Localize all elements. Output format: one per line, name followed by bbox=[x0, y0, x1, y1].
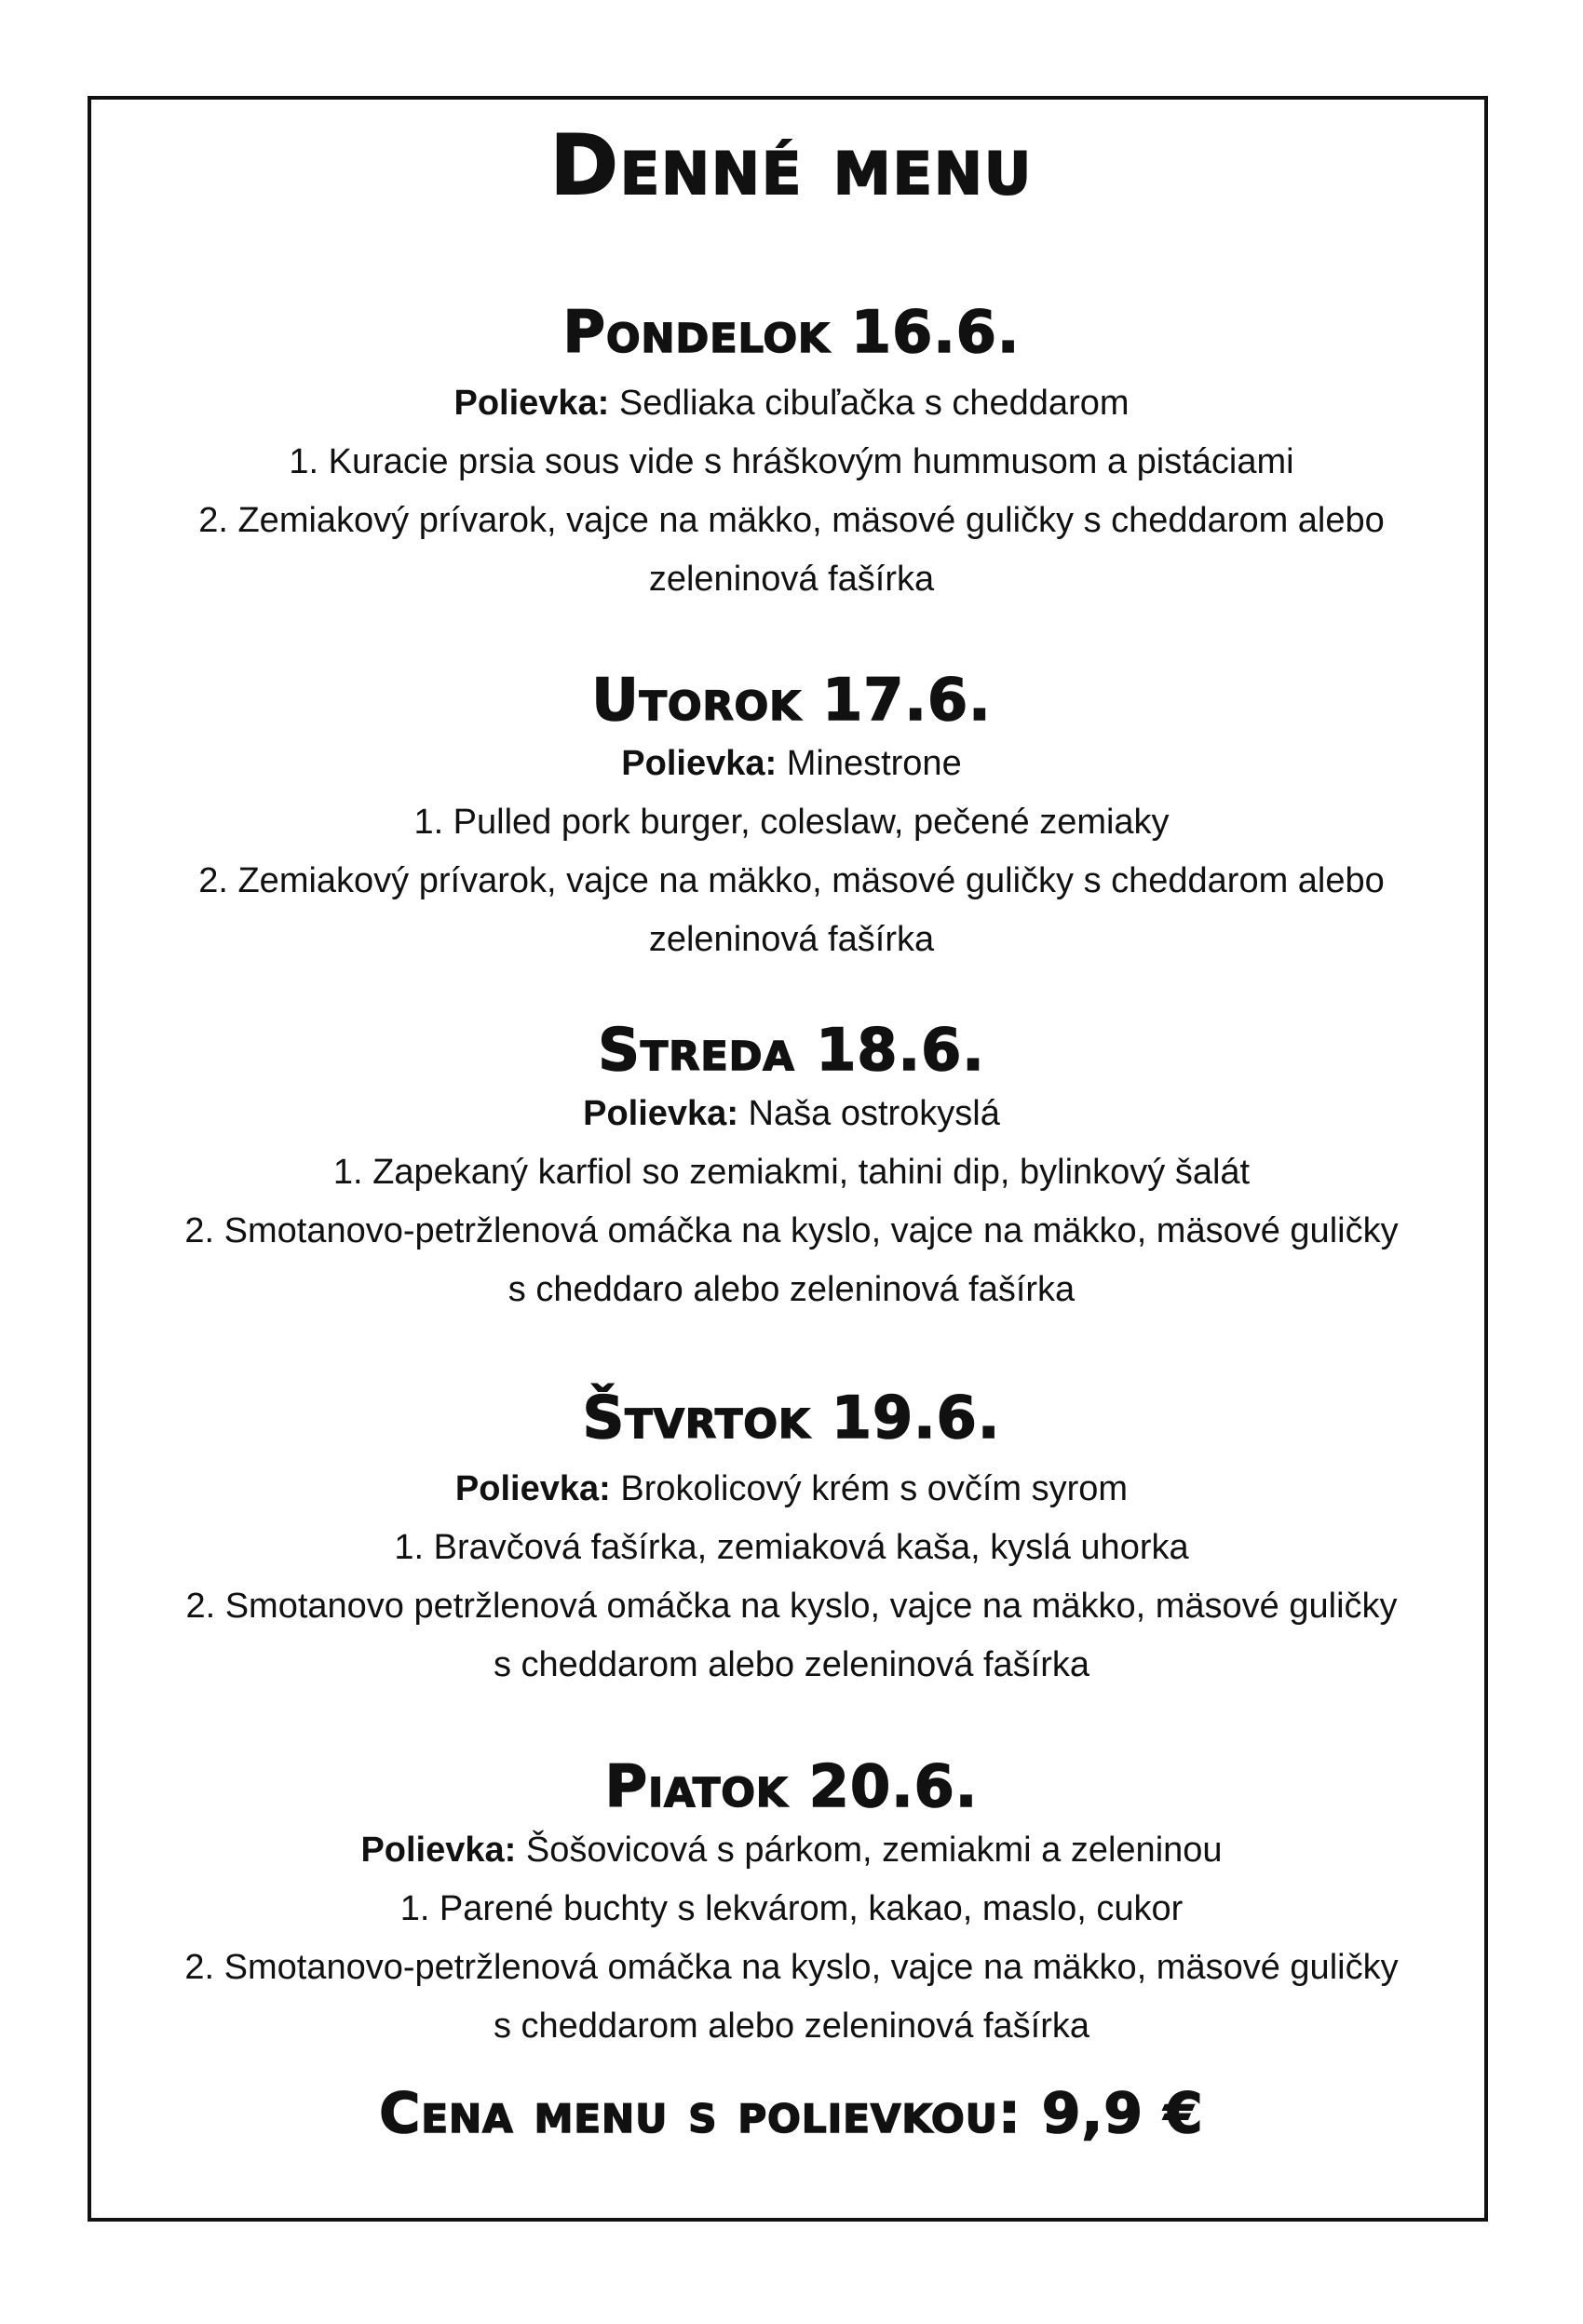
soup-label: Polievka: bbox=[453, 384, 610, 423]
day-section-wednesday bbox=[0, 1016, 1583, 1319]
soup-name: Šošovicová s párkom, zemiakmi a zeleninou bbox=[525, 1831, 1223, 1870]
soup-line bbox=[0, 1085, 1583, 1143]
page-title: Denné menu bbox=[549, 117, 1034, 213]
dish-2-line-2: zeleninová fašírka bbox=[648, 920, 935, 959]
dish-1: 1. Parené buchty s lekvárom, kakao, maslo, cukor bbox=[399, 1889, 1184, 1928]
soup-name: Naša ostrokyslá bbox=[748, 1094, 1000, 1133]
soup-label: Polievka: bbox=[621, 744, 778, 783]
soup-label: Polievka: bbox=[583, 1094, 738, 1133]
day-heading: Streda 18.6. bbox=[598, 1016, 985, 1084]
day-heading: Štvrtok 19.6. bbox=[582, 1384, 1001, 1452]
dish-2-line-1: 2. Smotanovo-petržlenová omáčka na kyslo, vajce na mäkko, mäsové guličky bbox=[184, 1211, 1399, 1250]
dish-2-line-2: s cheddarom alebo zeleninová fašírka bbox=[493, 1645, 1090, 1684]
dish-2-line-2: s cheddaro alebo zeleninová fašírka bbox=[507, 1270, 1076, 1309]
soup-line bbox=[0, 374, 1583, 433]
menu-price: Cena menu s polievkou: 9,9 € bbox=[379, 2081, 1204, 2146]
day-section-monday bbox=[0, 298, 1583, 609]
soup-name: Brokolicový krém s ovčím syrom bbox=[620, 1469, 1129, 1508]
day-heading: Utorok 17.6. bbox=[591, 666, 992, 734]
day-section-friday bbox=[0, 1752, 1583, 2056]
dish-1: 1. Bravčová fašírka, zemiaková kaša, kyslá uhorka bbox=[394, 1528, 1189, 1567]
dish-1: 1. Kuracie prsia sous vide s hráškovým hummusom a pistáciami bbox=[289, 442, 1294, 481]
soup-name: Minestrone bbox=[786, 744, 962, 783]
dish-2-line-1: 2. Zemiakový prívarok, vajce na mäkko, mäsové guličky s cheddarom alebo bbox=[198, 501, 1385, 540]
soup-name: Sedliaka cibuľačka s cheddarom bbox=[618, 384, 1130, 423]
soup-label: Polievka: bbox=[360, 1831, 517, 1870]
dish-1: 1. Pulled pork burger, coleslaw, pečené zemiaky bbox=[413, 803, 1170, 842]
soup-line bbox=[0, 1460, 1583, 1519]
dish-2-line-2: zeleninová fašírka bbox=[648, 560, 935, 599]
day-section-tuesday bbox=[0, 666, 1583, 969]
dish-2-line-1: 2. Smotanovo petržlenová omáčka na kyslo, vajce na mäkko, mäsové guličky bbox=[185, 1587, 1398, 1626]
day-heading: Pondelok 16.6. bbox=[562, 298, 1021, 366]
soup-line bbox=[0, 735, 1583, 793]
soup-label: Polievka: bbox=[454, 1469, 611, 1508]
soup-line bbox=[0, 1821, 1583, 1880]
dish-2-line-2: s cheddarom alebo zeleninová fašírka bbox=[493, 2006, 1090, 2046]
day-heading: Piatok 20.6. bbox=[604, 1752, 979, 1820]
day-section-thursday bbox=[0, 1384, 1583, 1695]
dish-2-line-1: 2. Zemiakový prívarok, vajce na mäkko, mäsové guličky s cheddarom alebo bbox=[198, 861, 1385, 900]
dish-1: 1. Zapekaný karfiol so zemiakmi, tahini dip, bylinkový šalát bbox=[332, 1153, 1251, 1192]
dish-2-line-1: 2. Smotanovo-petržlenová omáčka na kyslo, vajce na mäkko, mäsové guličky bbox=[184, 1948, 1399, 1987]
